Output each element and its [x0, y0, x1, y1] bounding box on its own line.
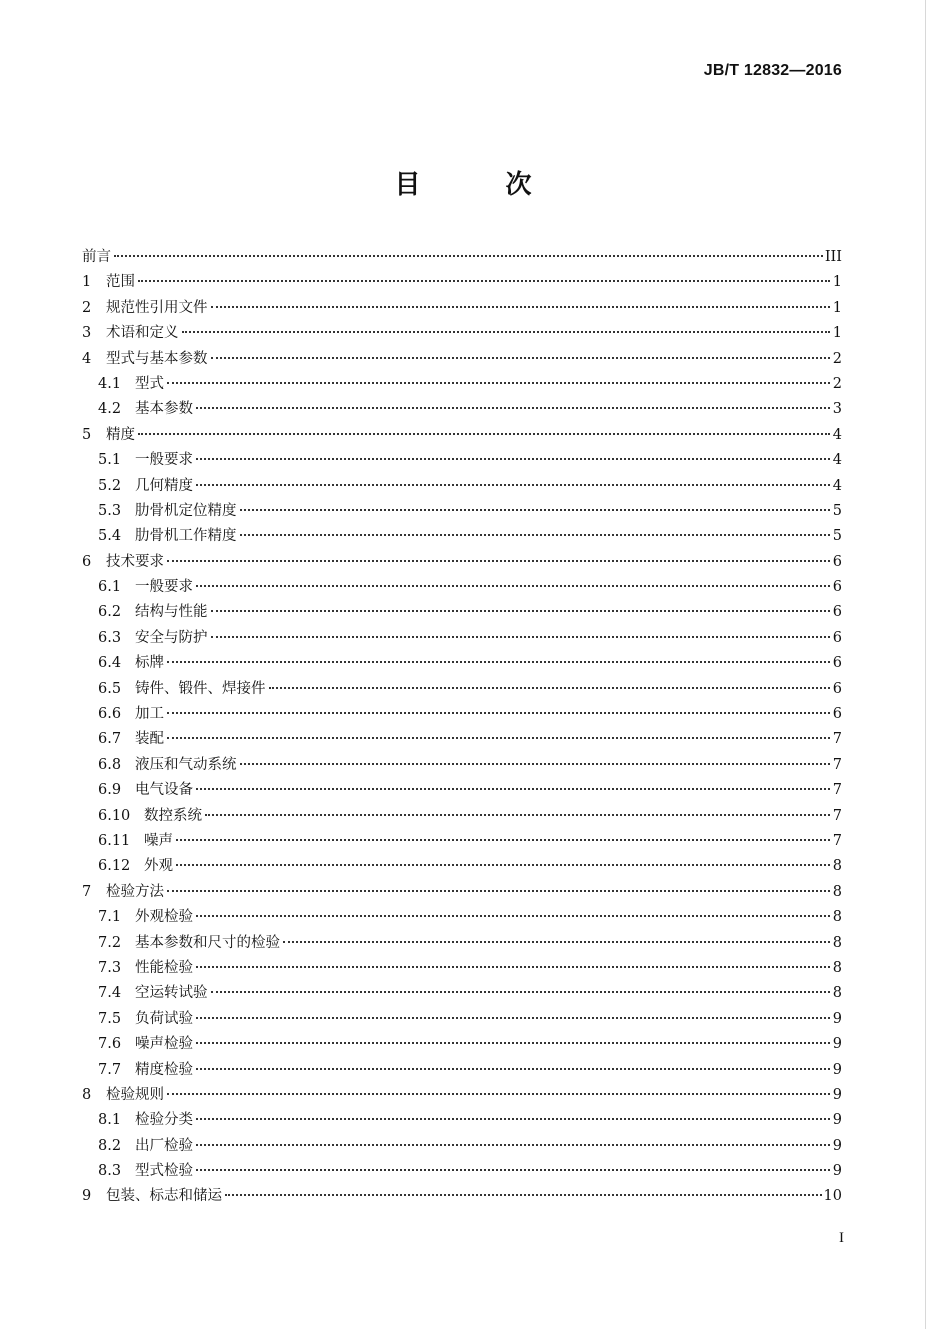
toc-entry-page: 3 — [832, 401, 842, 418]
toc-entry[interactable] — [82, 1184, 842, 1209]
toc-entry-number: 4.2 — [98, 401, 122, 418]
toc-entry-number: 4 — [82, 350, 92, 367]
toc-entry[interactable] — [82, 1134, 842, 1159]
toc-dot-leader — [176, 839, 830, 841]
toc-entry-number: 8.3 — [98, 1163, 122, 1180]
toc-dot-leader — [196, 1017, 830, 1019]
toc-entry[interactable] — [82, 1032, 842, 1057]
toc-entry[interactable] — [82, 753, 842, 778]
toc-entry[interactable] — [82, 499, 842, 524]
toc-dot-leader — [182, 331, 831, 333]
toc-dot-leader — [196, 1169, 830, 1171]
toc-entry-label: 外观 — [144, 858, 173, 875]
toc-entry-label: 空运转试验 — [135, 985, 208, 1002]
toc-entry-number: 6.3 — [98, 629, 122, 646]
toc-entry[interactable] — [82, 448, 842, 473]
toc-entry[interactable] — [82, 397, 842, 422]
toc-dot-leader — [225, 1194, 822, 1196]
toc-entry-number: 6.1 — [98, 579, 122, 596]
page-title: 目 次 — [394, 170, 570, 200]
toc-entry[interactable] — [82, 727, 842, 752]
toc-entry[interactable] — [82, 981, 842, 1006]
toc-entry-page: 10 — [823, 1188, 842, 1205]
toc-entry-number: 6.7 — [98, 731, 122, 748]
toc-entry-label: 型式检验 — [135, 1163, 193, 1180]
toc-entry-label: 性能检验 — [135, 959, 193, 976]
toc-entry-label: 检验规则 — [106, 1086, 164, 1103]
toc-entry-number: 5.1 — [98, 452, 122, 469]
toc-entry-page: 7 — [832, 731, 842, 748]
toc-dot-leader — [211, 636, 831, 638]
toc-entry[interactable] — [82, 347, 842, 372]
toc-entry-label: 装配 — [135, 731, 164, 748]
toc-dot-leader — [211, 610, 831, 612]
toc-entry-label: 包装、标志和储运 — [106, 1188, 222, 1205]
toc-entry[interactable] — [82, 931, 842, 956]
toc-entry-page: 6 — [832, 655, 842, 672]
toc-dot-leader — [176, 864, 830, 866]
toc-entry[interactable] — [82, 905, 842, 930]
toc-entry-page: 7 — [832, 782, 842, 799]
toc-entry[interactable] — [82, 321, 842, 346]
toc-entry-page: 6 — [832, 629, 842, 646]
toc-dot-leader — [211, 357, 831, 359]
toc-entry[interactable] — [82, 804, 842, 829]
toc-dot-leader — [167, 1093, 830, 1095]
toc-entry-label: 加工 — [135, 706, 164, 723]
toc-entry[interactable] — [82, 829, 842, 854]
toc-entry-label: 精度检验 — [135, 1061, 193, 1078]
toc-entry-page: 9 — [832, 1010, 842, 1027]
toc-entry-number: 6.11 — [98, 832, 131, 849]
toc-dot-leader — [196, 1042, 830, 1044]
toc-entry-page: 5 — [832, 502, 842, 519]
toc-dot-leader — [114, 255, 823, 257]
toc-dot-leader — [240, 534, 831, 536]
toc-entry[interactable] — [82, 1007, 842, 1032]
toc-entry-label: 出厂检验 — [135, 1137, 193, 1154]
toc-dot-leader — [196, 458, 830, 460]
toc-entry-number: 6.10 — [98, 807, 131, 824]
toc-entry-label: 负荷试验 — [135, 1010, 193, 1027]
toc-entry-page: 8 — [832, 883, 842, 900]
toc-entry[interactable] — [82, 1058, 842, 1083]
toc-dot-leader — [138, 433, 830, 435]
toc-entry-number: 7.3 — [98, 959, 122, 976]
toc-entry[interactable] — [82, 575, 842, 600]
toc-dot-leader — [167, 890, 830, 892]
toc-entry-number: 5.2 — [98, 477, 122, 494]
toc-entry-number: 7.1 — [98, 909, 122, 926]
toc-entry-label: 铸件、锻件、焊接件 — [135, 680, 266, 697]
toc-entry-page: III — [824, 249, 842, 265]
toc-entry-page: 8 — [832, 909, 842, 926]
toc-entry-label: 噪声 — [144, 832, 173, 849]
toc-entry-page: 8 — [832, 959, 842, 976]
toc-entry-number: 8 — [82, 1086, 92, 1103]
toc-entry-page: 7 — [832, 807, 842, 824]
toc-entry-number: 6.9 — [98, 782, 122, 799]
toc-entry-page: 6 — [832, 604, 842, 621]
toc-dot-leader — [196, 966, 830, 968]
toc-entry-number: 7.2 — [98, 934, 122, 951]
toc-entry[interactable] — [82, 524, 842, 549]
toc-entry-number: 6 — [82, 553, 92, 570]
toc-entry-label: 规范性引用文件 — [106, 299, 208, 316]
toc-dot-leader — [240, 509, 831, 511]
toc-dot-leader — [196, 915, 830, 917]
toc-entry[interactable] — [82, 372, 842, 397]
toc-entry-label: 安全与防护 — [135, 629, 208, 646]
toc-entry-page: 9 — [832, 1036, 842, 1053]
toc-entry-page: 5 — [832, 528, 842, 545]
toc-entry-number: 8.2 — [98, 1137, 122, 1154]
page-number: I — [839, 1230, 844, 1246]
toc-entry-number: 6.5 — [98, 680, 122, 697]
toc-entry[interactable] — [82, 626, 842, 651]
toc-entry[interactable] — [82, 474, 842, 499]
toc-entry-page: 9 — [832, 1163, 842, 1180]
toc-entry-label: 肋骨机工作精度 — [135, 528, 237, 545]
toc-dot-leader — [211, 991, 831, 993]
toc-entry[interactable] — [82, 550, 842, 575]
toc-entry-page: 2 — [832, 350, 842, 367]
toc-entry-page: 1 — [832, 274, 842, 291]
toc-dot-leader — [196, 484, 830, 486]
toc-entry-label: 一般要求 — [135, 579, 193, 596]
toc-entry-label: 检验分类 — [135, 1112, 193, 1129]
toc-entry-label: 型式 — [135, 375, 164, 392]
toc-dot-leader — [167, 560, 830, 562]
toc-dot-leader — [196, 1118, 830, 1120]
toc-dot-leader — [196, 407, 830, 409]
toc-entry-number: 5.3 — [98, 502, 122, 519]
toc-entry[interactable] — [82, 1108, 842, 1133]
toc-dot-leader — [196, 585, 830, 587]
toc-entry-number: 6.2 — [98, 604, 122, 621]
toc-entry-page: 1 — [832, 299, 842, 316]
toc-dot-leader — [167, 382, 830, 384]
toc-entry-number: 7.6 — [98, 1036, 122, 1053]
toc-dot-leader — [167, 712, 830, 714]
toc-entry[interactable] — [82, 296, 842, 321]
toc-entry-label: 数控系统 — [144, 807, 202, 824]
toc-entry-label: 噪声检验 — [135, 1036, 193, 1053]
toc-entry[interactable] — [82, 600, 842, 625]
toc-entry[interactable] — [82, 702, 842, 727]
toc-entry-page: 4 — [832, 426, 842, 443]
toc-entry-page: 9 — [832, 1086, 842, 1103]
toc-dot-leader — [196, 1068, 830, 1070]
toc-dot-leader — [138, 280, 830, 282]
toc-entry[interactable] — [82, 778, 842, 803]
standard-code: JB/T 12832—2016 — [703, 62, 842, 79]
toc-entry[interactable] — [82, 956, 842, 981]
toc-entry-label: 外观检验 — [135, 909, 193, 926]
page-edge-line — [925, 0, 926, 1329]
toc-entry-page: 7 — [832, 832, 842, 849]
toc-entry[interactable] — [82, 880, 842, 905]
toc-entry-number: 7 — [82, 883, 92, 900]
toc-entry-number: 8.1 — [98, 1112, 122, 1129]
toc-dot-leader — [167, 737, 830, 739]
toc-entry-label: 基本参数 — [135, 401, 193, 418]
toc-dot-leader — [283, 941, 830, 943]
toc-dot-leader — [240, 763, 831, 765]
toc-entry-label: 基本参数和尺寸的检验 — [135, 934, 280, 951]
toc-entry[interactable] — [82, 1159, 842, 1184]
toc-entry-page: 6 — [832, 553, 842, 570]
toc-dot-leader — [211, 306, 831, 308]
toc-entry[interactable] — [82, 270, 842, 295]
toc-entry-number: 5.4 — [98, 528, 122, 545]
toc-entry-number: 5 — [82, 426, 92, 443]
toc-dot-leader — [205, 814, 830, 816]
toc-entry[interactable] — [82, 1083, 842, 1108]
toc-entry-page: 1 — [832, 325, 842, 342]
toc-entry-label: 检验方法 — [106, 883, 164, 900]
toc-entry-label: 电气设备 — [135, 782, 193, 799]
toc-entry-label: 术语和定义 — [106, 325, 179, 342]
toc-entry-page: 8 — [832, 934, 842, 951]
toc-entry-page: 6 — [832, 706, 842, 723]
toc-entry-page: 7 — [832, 756, 842, 773]
toc-entry-label: 前言 — [82, 249, 111, 265]
toc-entry-label: 液压和气动系统 — [135, 756, 237, 773]
toc-entry-page: 9 — [832, 1137, 842, 1154]
toc-entry-number: 1 — [82, 274, 92, 291]
toc-entry-page: 4 — [832, 477, 842, 494]
toc-entry[interactable] — [82, 651, 842, 676]
toc-entry-label: 结构与性能 — [135, 604, 208, 621]
toc-entry[interactable] — [82, 423, 842, 448]
toc-entry-page: 6 — [832, 579, 842, 596]
toc-entry-number: 7.5 — [98, 1010, 122, 1027]
toc-entry[interactable] — [82, 245, 842, 270]
toc-entry[interactable] — [82, 854, 842, 879]
toc-entry-number: 6.12 — [98, 858, 131, 875]
toc-entry-number: 6.8 — [98, 756, 122, 773]
toc-entry-number: 6.4 — [98, 655, 122, 672]
toc-entry-label: 肋骨机定位精度 — [135, 502, 237, 519]
toc-dot-leader — [167, 661, 830, 663]
toc-entry-number: 4.1 — [98, 375, 122, 392]
toc-entry-page: 9 — [832, 1061, 842, 1078]
toc-entry-page: 6 — [832, 680, 842, 697]
table-of-contents — [82, 245, 842, 1210]
toc-entry-number: 9 — [82, 1188, 92, 1205]
toc-entry-page: 9 — [832, 1112, 842, 1129]
toc-dot-leader — [196, 788, 830, 790]
toc-entry-page: 4 — [832, 452, 842, 469]
toc-dot-leader — [269, 687, 831, 689]
toc-entry-page: 2 — [832, 375, 842, 392]
toc-entry-number: 3 — [82, 325, 92, 342]
toc-entry-label: 标牌 — [135, 655, 164, 672]
toc-entry-label: 一般要求 — [135, 452, 193, 469]
toc-entry-number: 7.7 — [98, 1061, 122, 1078]
toc-entry-page: 8 — [832, 858, 842, 875]
toc-entry-page: 8 — [832, 985, 842, 1002]
toc-entry-number: 2 — [82, 299, 92, 316]
toc-dot-leader — [196, 1144, 830, 1146]
toc-entry-number: 6.6 — [98, 706, 122, 723]
toc-entry-label: 范围 — [106, 274, 135, 291]
toc-entry-label: 几何精度 — [135, 477, 193, 494]
toc-entry[interactable] — [82, 677, 842, 702]
toc-entry-number: 7.4 — [98, 985, 122, 1002]
toc-entry-label: 型式与基本参数 — [106, 350, 208, 367]
toc-entry-label: 技术要求 — [106, 553, 164, 570]
toc-entry-label: 精度 — [106, 426, 135, 443]
